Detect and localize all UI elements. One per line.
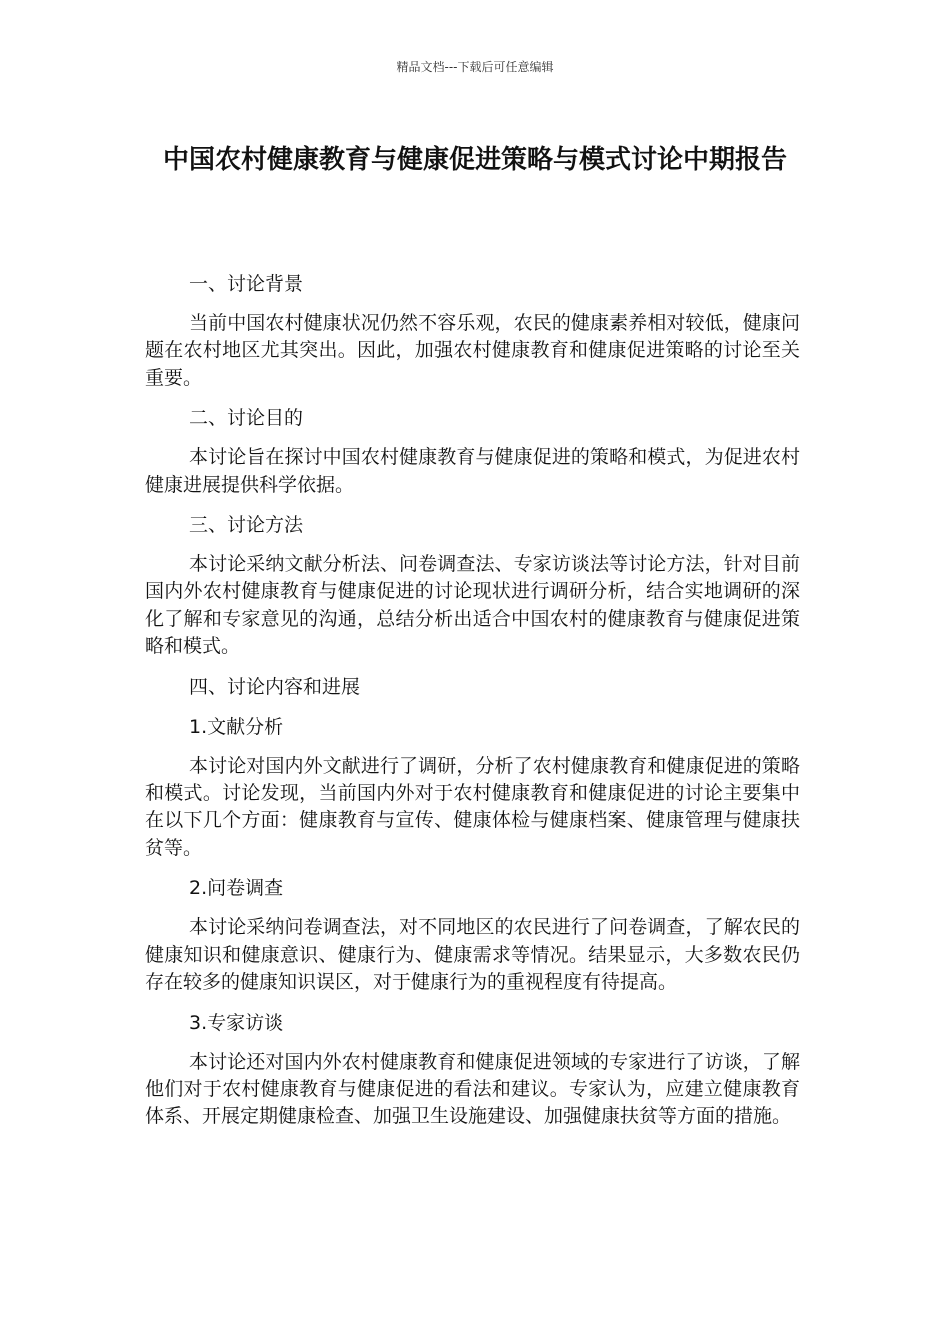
paragraph-purpose: 本讨论旨在探讨中国农村健康教育与健康促进的策略和模式，为促进农村健康进展提供科学依据。 xyxy=(145,446,800,496)
header-note: 精品文档---下载后可任意编辑 xyxy=(396,60,554,74)
document-title: 中国农村健康教育与健康促进策略与模式讨论中期报告 xyxy=(162,145,787,175)
paragraph-interview: 本讨论还对国内外农村健康教育和健康促进领域的专家进行了访谈，了解他们对于农村健康教育与健康促进的看法和建议。专家认为，应建立健康教育体系、开展定期健康检查、加强卫生设施建设、加强健康扶贫等方面的措施。 xyxy=(145,1050,800,1128)
subsection-heading-survey: 2.问卷调查 xyxy=(189,877,284,900)
paragraph-background: 当前中国农村健康状况仍然不容乐观，农民的健康素养相对较低，健康问题在农村地区尤其突出。因此，加强农村健康教育和健康促进策略的讨论至关重要。 xyxy=(145,312,800,389)
subsection-heading-interview: 3.专家访谈 xyxy=(189,1011,284,1034)
section-heading-content: 四、讨论内容和进展 xyxy=(189,675,361,698)
document-body xyxy=(145,270,800,1131)
paragraph-survey: 本讨论采纳问卷调查法，对不同地区的农民进行了问卷调查，了解农民的健康知识和健康意识、健康行为、健康需求等情况。结果显示，大多数农民仍存在较多的健康知识误区，对于健康行为的重视程度有待提高。 xyxy=(145,916,800,994)
section-heading-purpose: 二、讨论目的 xyxy=(189,407,304,430)
paragraph-literature: 本讨论对国内外文献进行了调研，分析了农村健康教育和健康促进的策略和模式。讨论发现，当前国内外对于农村健康教育和健康促进的讨论主要集中在以下几个方面：健康教育与宣传、健康体检与健康档案、健康管理与健康扶贫等。 xyxy=(145,754,800,859)
subsection-heading-literature: 1.文献分析 xyxy=(189,715,284,738)
section-heading-method: 三、讨论方法 xyxy=(189,514,304,537)
paragraph-method: 本讨论采纳文献分析法、问卷调查法、专家访谈法等讨论方法，针对目前国内外农村健康教育与健康促进的讨论现状进行调研分析，结合实地调研的深化了解和专家意见的沟通，总结分析出适合中国农村的健康教育与健康促进策略和模式。 xyxy=(145,553,800,658)
section-heading-background: 一、讨论背景 xyxy=(189,273,304,295)
